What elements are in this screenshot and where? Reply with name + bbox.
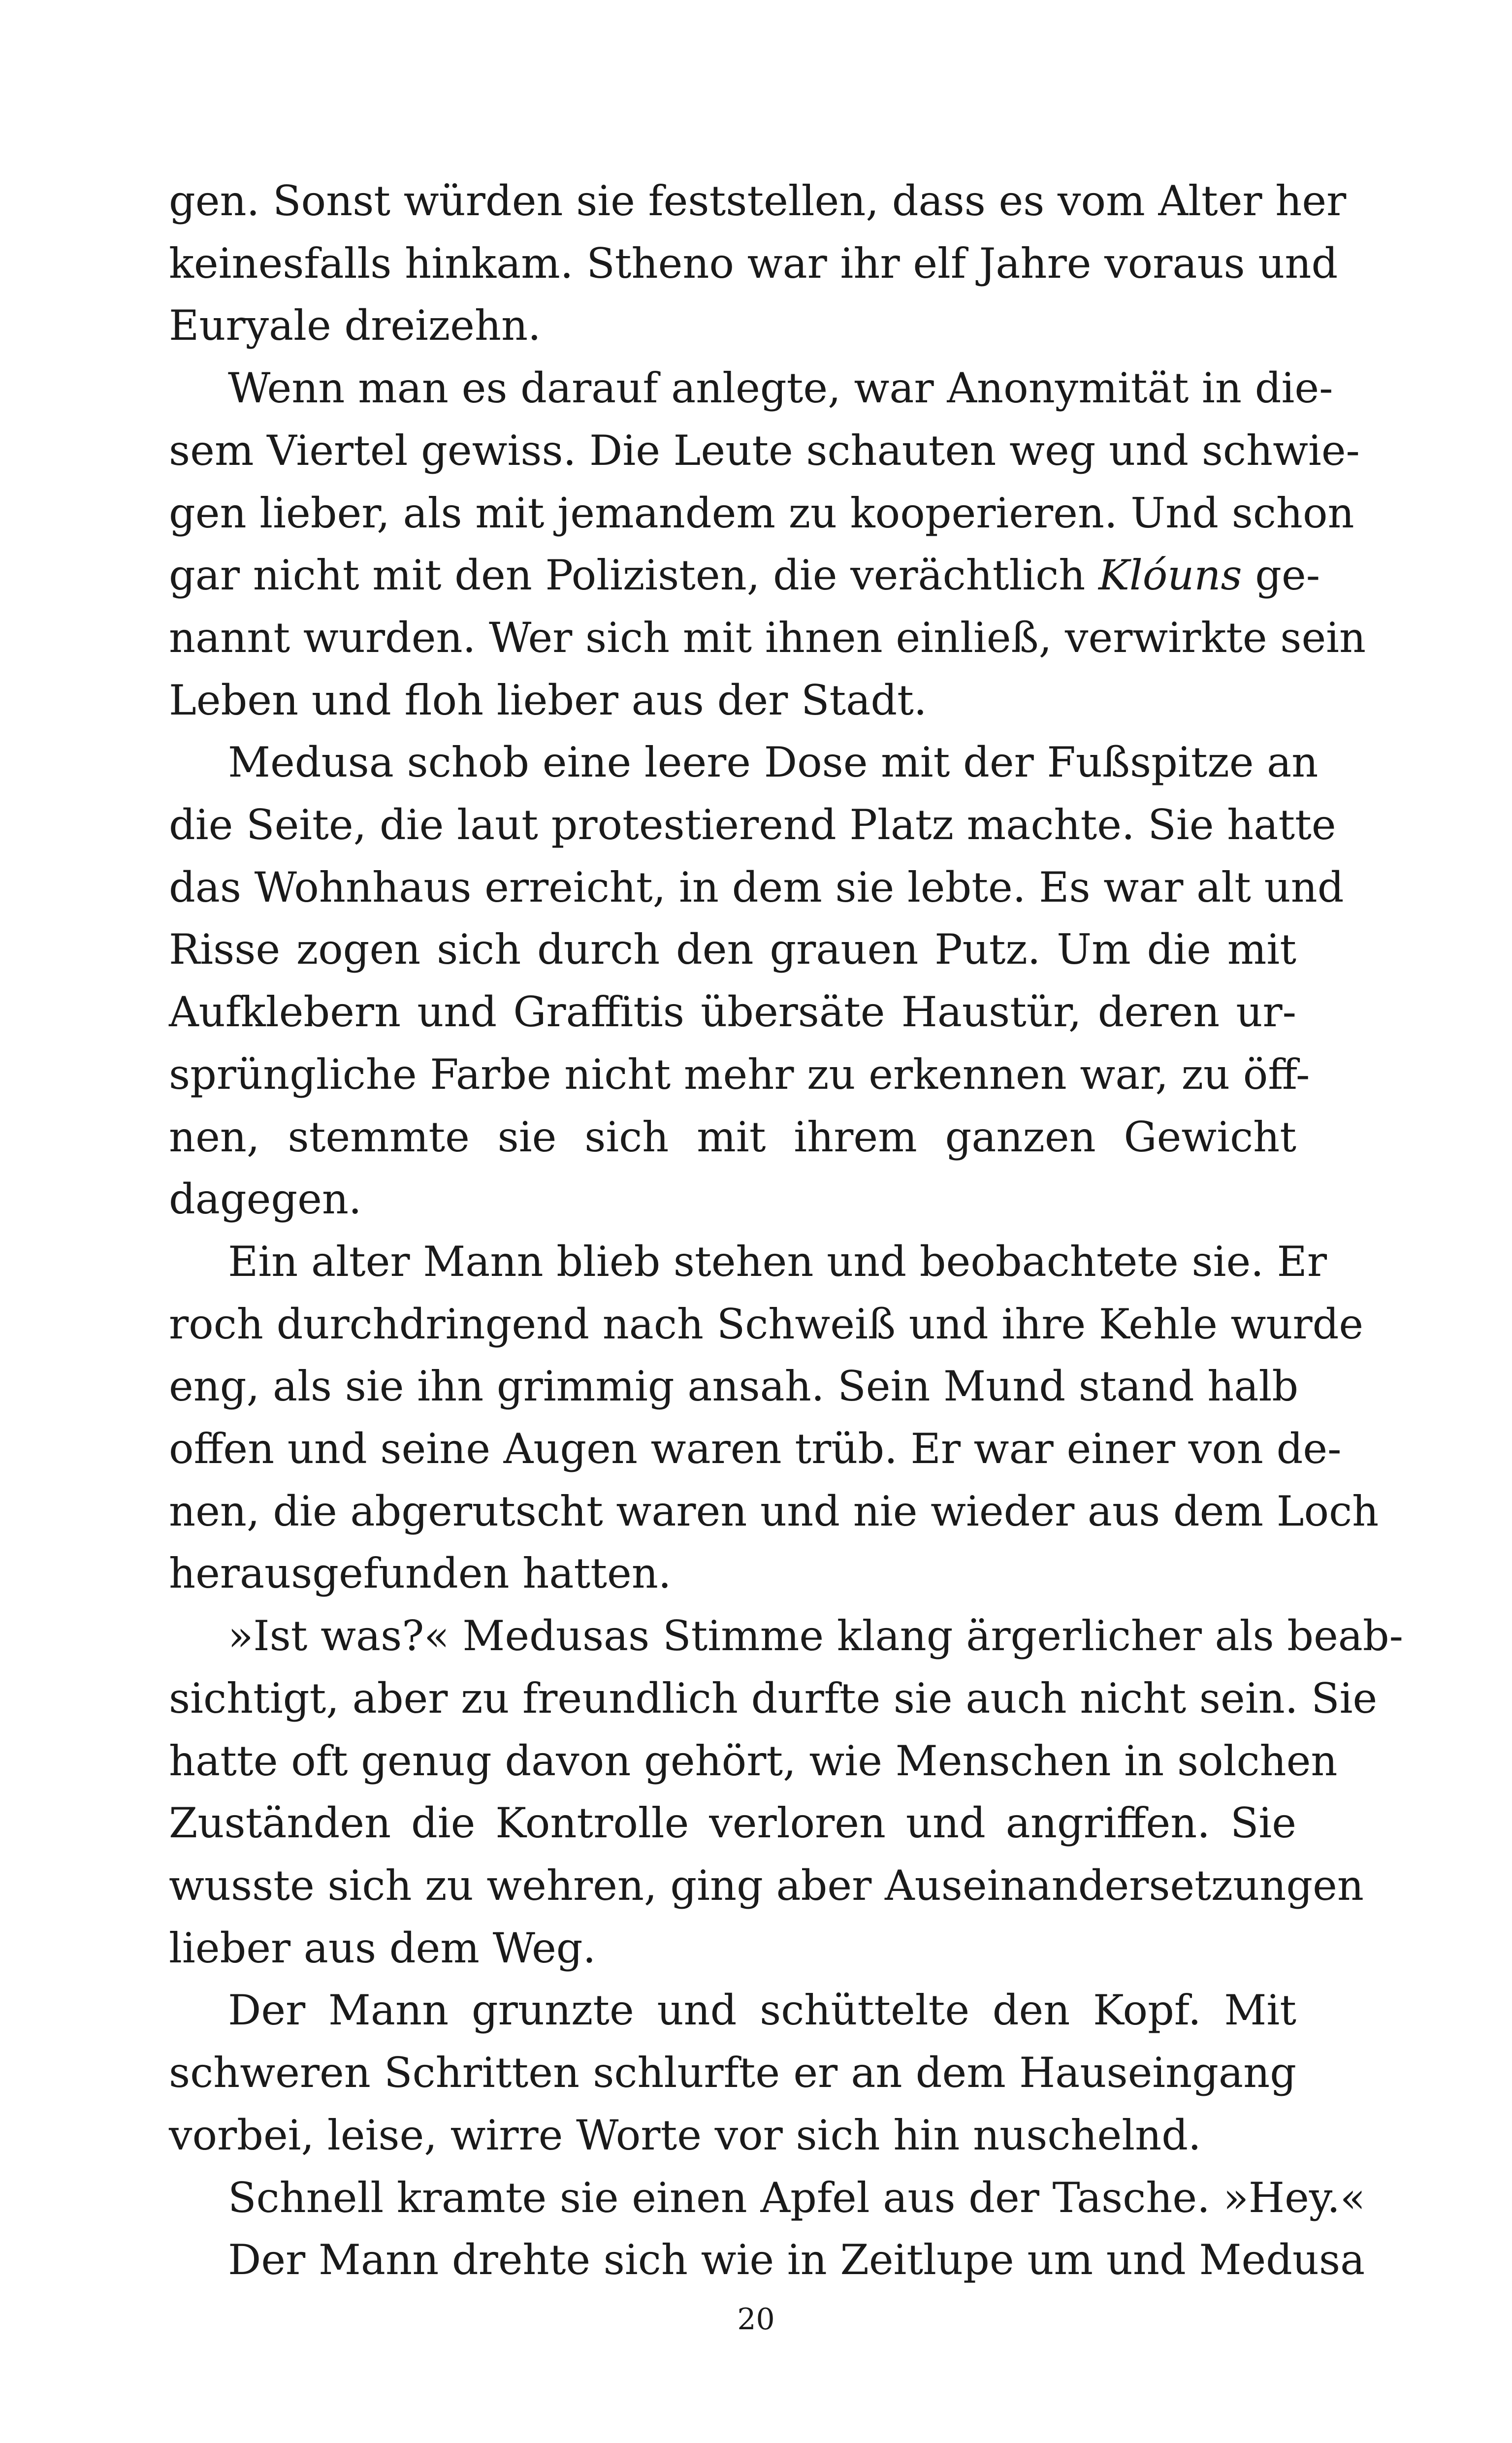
paragraph <box>169 1605 1404 1979</box>
text-line: herausgefunden hatten. <box>169 1549 672 1598</box>
paragraph <box>169 170 1347 357</box>
text-line: Schnell kramte sie einen Apfel aus der Tasche. »Hey.« <box>228 2173 1366 2222</box>
text-line: lieber aus dem Weg. <box>169 1923 596 1972</box>
text-line: vorbei, leise, wirre Worte vor sich hin nuschelnd. <box>169 2111 1201 2159</box>
text-line: nen, stemmte sie sich mit ihrem ganzen Gewicht <box>169 1112 1296 1161</box>
text-line: eng, als sie ihn grimmig ansah. Sein Mund stand halb <box>169 1362 1299 1411</box>
paragraph <box>169 1231 1379 1605</box>
paragraph <box>169 2167 1366 2229</box>
body-text <box>169 170 1404 2291</box>
text-line: das Wohnhaus erreicht, in dem sie lebte. Es war alt und <box>169 863 1344 912</box>
text-line: Medusa schob eine leere Dose mit der Fußspitze an <box>228 738 1319 787</box>
text-line: sprüngliche Farbe nicht mehr zu erkennen war, zu öff- <box>169 1050 1310 1099</box>
paragraph <box>169 357 1366 731</box>
text-line: Risse zogen sich durch den grauen Putz. Um die mit <box>169 925 1296 974</box>
text-line: die Seite, die laut protestierend Platz machte. Sie hatte <box>169 801 1336 849</box>
text-line: Ein alter Mann blieb stehen und beobachtete sie. Er <box>228 1237 1327 1286</box>
text-line: roch durchdringend nach Schweiß und ihre Kehle wurde <box>169 1300 1364 1348</box>
text-line: sichtigt, aber zu freundlich durfte sie auch nicht sein. Sie <box>169 1674 1378 1723</box>
text-line: »Ist was?« Medusas Stimme klang ärgerlicher als beab- <box>228 1612 1404 1661</box>
text-line: nen, die abgerutscht waren und nie wieder aus dem Loch <box>169 1487 1379 1535</box>
text-line: Der Mann grunzte und schüttelte den Kopf. Mit <box>228 1986 1296 2035</box>
paragraph <box>169 731 1344 1231</box>
text-line: gen lieber, als mit jemandem zu kooperieren. Und schon <box>169 489 1354 537</box>
text-line: Zuständen die Kontrolle verloren und angriffen. Sie <box>169 1799 1296 1848</box>
text-line: gar nicht mit den Polizisten, die verächtlich Klóuns ge- <box>169 551 1320 600</box>
paragraph <box>169 1979 1296 2166</box>
text-line: schweren Schritten schlurfte er an dem Hauseingang <box>169 2049 1296 2097</box>
text-line: offen und seine Augen waren trüb. Er war einer von de- <box>169 1425 1342 1473</box>
text-line: Wenn man es darauf anlegte, war Anonymität in die- <box>228 364 1333 413</box>
text-line: hatte oft genug davon gehört, wie Menschen in solchen <box>169 1736 1338 1785</box>
page-number: 20 <box>737 2302 775 2337</box>
text-line: keinesfalls hinkam. Stheno war ihr elf Jahre voraus und <box>169 239 1338 288</box>
text-line: Leben und floh lieber aus der Stadt. <box>169 676 927 724</box>
text-line: Der Mann drehte sich wie in Zeitlupe um und Medusa <box>228 2236 1365 2284</box>
text-line: Aufklebern und Graffitis übersäte Haustür, deren ur- <box>169 988 1296 1037</box>
text-line: gen. Sonst würden sie feststellen, dass es vom Alter her <box>169 177 1347 225</box>
italic-word: Klóuns <box>1098 551 1242 600</box>
text-line: Euryale dreizehn. <box>169 301 541 350</box>
text-line: sem Viertel gewiss. Die Leute schauten weg und schwie- <box>169 426 1360 475</box>
paragraph <box>169 2229 1365 2291</box>
text-line: wusste sich zu wehren, ging aber Auseinandersetzungen <box>169 1861 1364 1910</box>
text-line: nannt wurden. Wer sich mit ihnen einließ, verwirkte sein <box>169 613 1366 662</box>
text-line: dagegen. <box>169 1175 362 1224</box>
